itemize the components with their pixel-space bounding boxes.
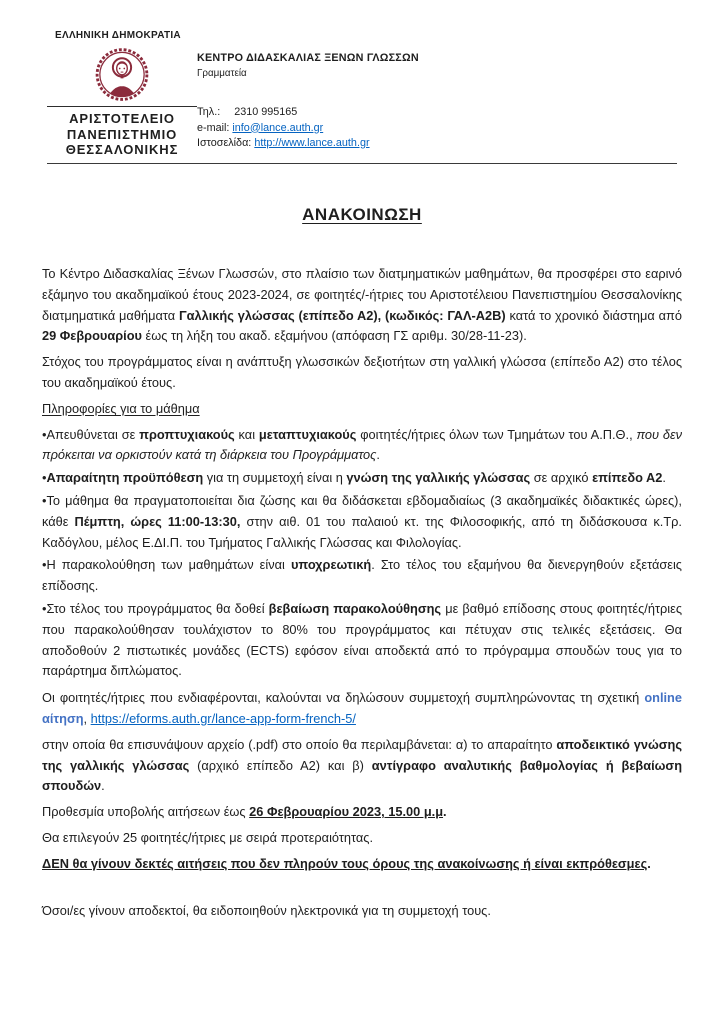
hellenic-republic-label: ΕΛΛΗΝΙΚΗ ΔΗΜΟΚΡΑΤΙΑ (55, 30, 181, 41)
university-seal-icon (93, 47, 151, 104)
text-run: στην αιθ. 01 του παλαιού κτ. της Φιλοσοφικής, από τη διδάσκουσα κ.Τρ. Καδόγλου, μέλος Ε.ΔΙ.Π. του Τμήματος Γαλλικής Γλώσσας και Φιλολογίας. (42, 513, 682, 550)
phone-row (197, 105, 370, 121)
text-run: επίπεδο Α2 (592, 470, 663, 486)
text-run: προπτυχιακούς (139, 426, 235, 442)
phone-label: Τηλ.: (197, 106, 221, 118)
text-run: φοιτητές/ήτριες όλων των Τμημάτων του Α.Π.Θ., (356, 426, 637, 442)
text-run: •Στο τέλος του προγράμματος θα δοθεί (42, 600, 269, 616)
bullet-prerequisite (42, 468, 682, 489)
announcement-title: ΑΝΑΚΟΙΝΩΣΗ (302, 205, 422, 224)
text-run: Θα επιλεγούν 25 φοιτητές/ήτριες με σειρά προτεραιότητας. (42, 829, 374, 845)
paragraph-deadline (42, 802, 682, 823)
text-run: Οι φοιτητές/ήτριες που ενδιαφέρονται, καλούνται να δηλώσουν συμμετοχή συμπληρώνοντας τη σχετική (42, 690, 645, 706)
text-run: Όσοι/ες γίνουν αποδεκτοί, θα ειδοποιηθούν ηλεκτρονικά για τη συμμετοχή τους. (42, 902, 491, 918)
text-run: κατά το χρονικό διάστημα από (505, 307, 682, 323)
text-run: •Το μάθημα θα πραγματοποιείται δια ζώσης και θα διδάσκεται εβδομαδιαίως (3 ακαδημαϊκές διδακτικές ώρες), κάθε (42, 492, 682, 529)
text-run: με βαθμό επίδοσης στους φοιτητές/ήτριες που παρακολούθησαν τουλάχιστον το 80% του προγράμματος και πέτυχαν στις τελικές εξετάσεις. Θα αποδοθούν 2 πιστωτικές μονάδες (ECTS) εφόσον είναι αποδεκτά από το πρόγραμμα σπουδών τους για το παράρτημα διπλώματος. (42, 600, 683, 679)
text-run: Πληροφορίες για το μάθημα (42, 400, 200, 416)
header-divider (47, 163, 677, 164)
text-run: •Απευθύνεται σε (42, 426, 140, 442)
text-run: Προθεσμία υποβολής αιτήσεων έως (42, 804, 250, 820)
text-run: •Η παρακολούθηση των μαθημάτων είναι (42, 557, 291, 573)
bullet-attendance (42, 555, 682, 597)
text-run: και (234, 426, 259, 442)
phone-value: 2310 995165 (234, 106, 298, 118)
bullet-certificate (42, 599, 682, 682)
website-label: Ιστοσελίδα: (197, 137, 252, 149)
paragraph-attachments (42, 735, 682, 797)
text-run: που δεν πρόκειται να ορκιστούν κατά τη διάρκεια του Προγράμματος (42, 426, 682, 463)
text-run: . (376, 447, 380, 463)
office-label: Γραμματεία (197, 68, 247, 79)
text-run: υποχρεωτική (290, 557, 372, 573)
email-label: e-mail: (197, 121, 230, 134)
text-run: γνώση της γαλλικής γλώσσας (346, 470, 531, 486)
paragraph-goal (42, 352, 682, 394)
paragraph-selection (42, 828, 682, 849)
text-run: σε αρχικό (530, 470, 593, 486)
text-run: Γαλλικής γλώσσας (επίπεδο Α2), (κωδικός: ΓΑΛ-Α2Β) (178, 307, 506, 323)
text-run: . (647, 855, 651, 871)
text-run: . (443, 804, 447, 820)
text-run: Απαραίτητη προϋπόθεση (46, 470, 204, 486)
email-row (197, 121, 370, 137)
text-run: Το Κέντρο Διδασκαλίας Ξένων Γλωσσών, στο πλαίσιο των διατμηματικών μαθημάτων, θα προσφέρει στο εαρινό εξάμηνο του ακαδημαϊκού έτους 2023-2024, σε φοιτητές/-ήτριες του Αριστοτέλειου Πανεπιστημίου Θεσσαλονίκης διατμηματικά μαθήματα (42, 266, 682, 323)
bullet-audience (42, 425, 682, 467)
email-link[interactable]: info@lance.auth.gr (232, 121, 324, 134)
text-run: βεβαίωση παρακολούθησης (268, 600, 442, 616)
website-row (197, 136, 370, 152)
text-run: Πέμπτη, ώρες 11:00-13:30, (74, 513, 241, 529)
text-run: 29 Φεβρουαρίου (42, 328, 142, 344)
text-run: • (42, 470, 47, 486)
hyperlink[interactable]: https://eforms.auth.gr/lance-app-form-french-5/ (90, 710, 356, 726)
text-run: αποδεικτικό γνώσης της γαλλικής γλώσσας (42, 736, 682, 773)
text-run: στην οποία θα επισυνάψουν αρχείο (.pdf) στο οποίο θα περιλαμβάνεται: α) το απαραίτητο (42, 736, 557, 752)
section-heading-info (42, 399, 682, 420)
text-run: για τη συμμετοχή είναι η (203, 470, 347, 486)
paragraph-notification (42, 901, 682, 922)
text-run: online αίτηση (42, 690, 682, 726)
paragraph-application (42, 688, 682, 730)
text-run: μεταπτυχιακούς (258, 426, 357, 442)
university-name-line: ΑΡΙΣΤΟΤΕΛΕΙΟ (69, 111, 175, 126)
text-run: . (101, 778, 105, 794)
university-name-line: ΠΑΝΕΠΙΣΤΗΜΙΟ (66, 126, 178, 142)
text-run: έως τη λήξη του ακαδ. εξαμήνου (απόφαση ΓΣ αριθμ. 30/28-11-23). (141, 328, 527, 344)
department-block (197, 52, 419, 79)
contact-block (197, 105, 370, 152)
paragraph-rejection (42, 854, 682, 875)
website-link[interactable]: http://www.lance.auth.gr (254, 137, 370, 149)
bullet-schedule (42, 491, 682, 553)
text-run: . (662, 470, 666, 486)
text-run: Στόχος του προγράμματος είναι η ανάπτυξη γλωσσικών δεξιοτήτων στη γαλλική γλώσσα (επίπεδο Α2) στο τέλος του ακαδημαϊκού έτους. (42, 354, 682, 390)
text-run: ΔΕΝ θα γίνουν δεκτές αιτήσεις που δεν πληρούν τους όρους της ανακοίνωσης ή είναι εκπρόθεσμες (42, 855, 648, 871)
text-run: (αρχικό επίπεδο Α2) και β) (189, 757, 372, 773)
text-run: . Στο τέλος του εξαμήνου θα διενεργηθούν εξετάσεις επίδοσης. (42, 557, 682, 594)
department-name: ΚΕΝΤΡΟ ΔΙΔΑΣΚΑΛΙΑΣ ΞΕΝΩΝ ΓΛΩΣΣΩΝ (197, 52, 419, 64)
text-run: , (83, 710, 91, 726)
university-name (47, 106, 197, 158)
announcement-body (42, 205, 682, 926)
text-run: αντίγραφο αναλυτικής βαθμολογίας ή βεβαίωση σπουδών (42, 757, 683, 794)
paragraph-intro (42, 264, 682, 347)
text-run: 26 Φεβρουαρίου 2023, 15.00 μ.μ (249, 804, 444, 820)
university-name-line: ΘΕΣΣΑΛΟΝΙΚΗΣ (65, 142, 179, 157)
